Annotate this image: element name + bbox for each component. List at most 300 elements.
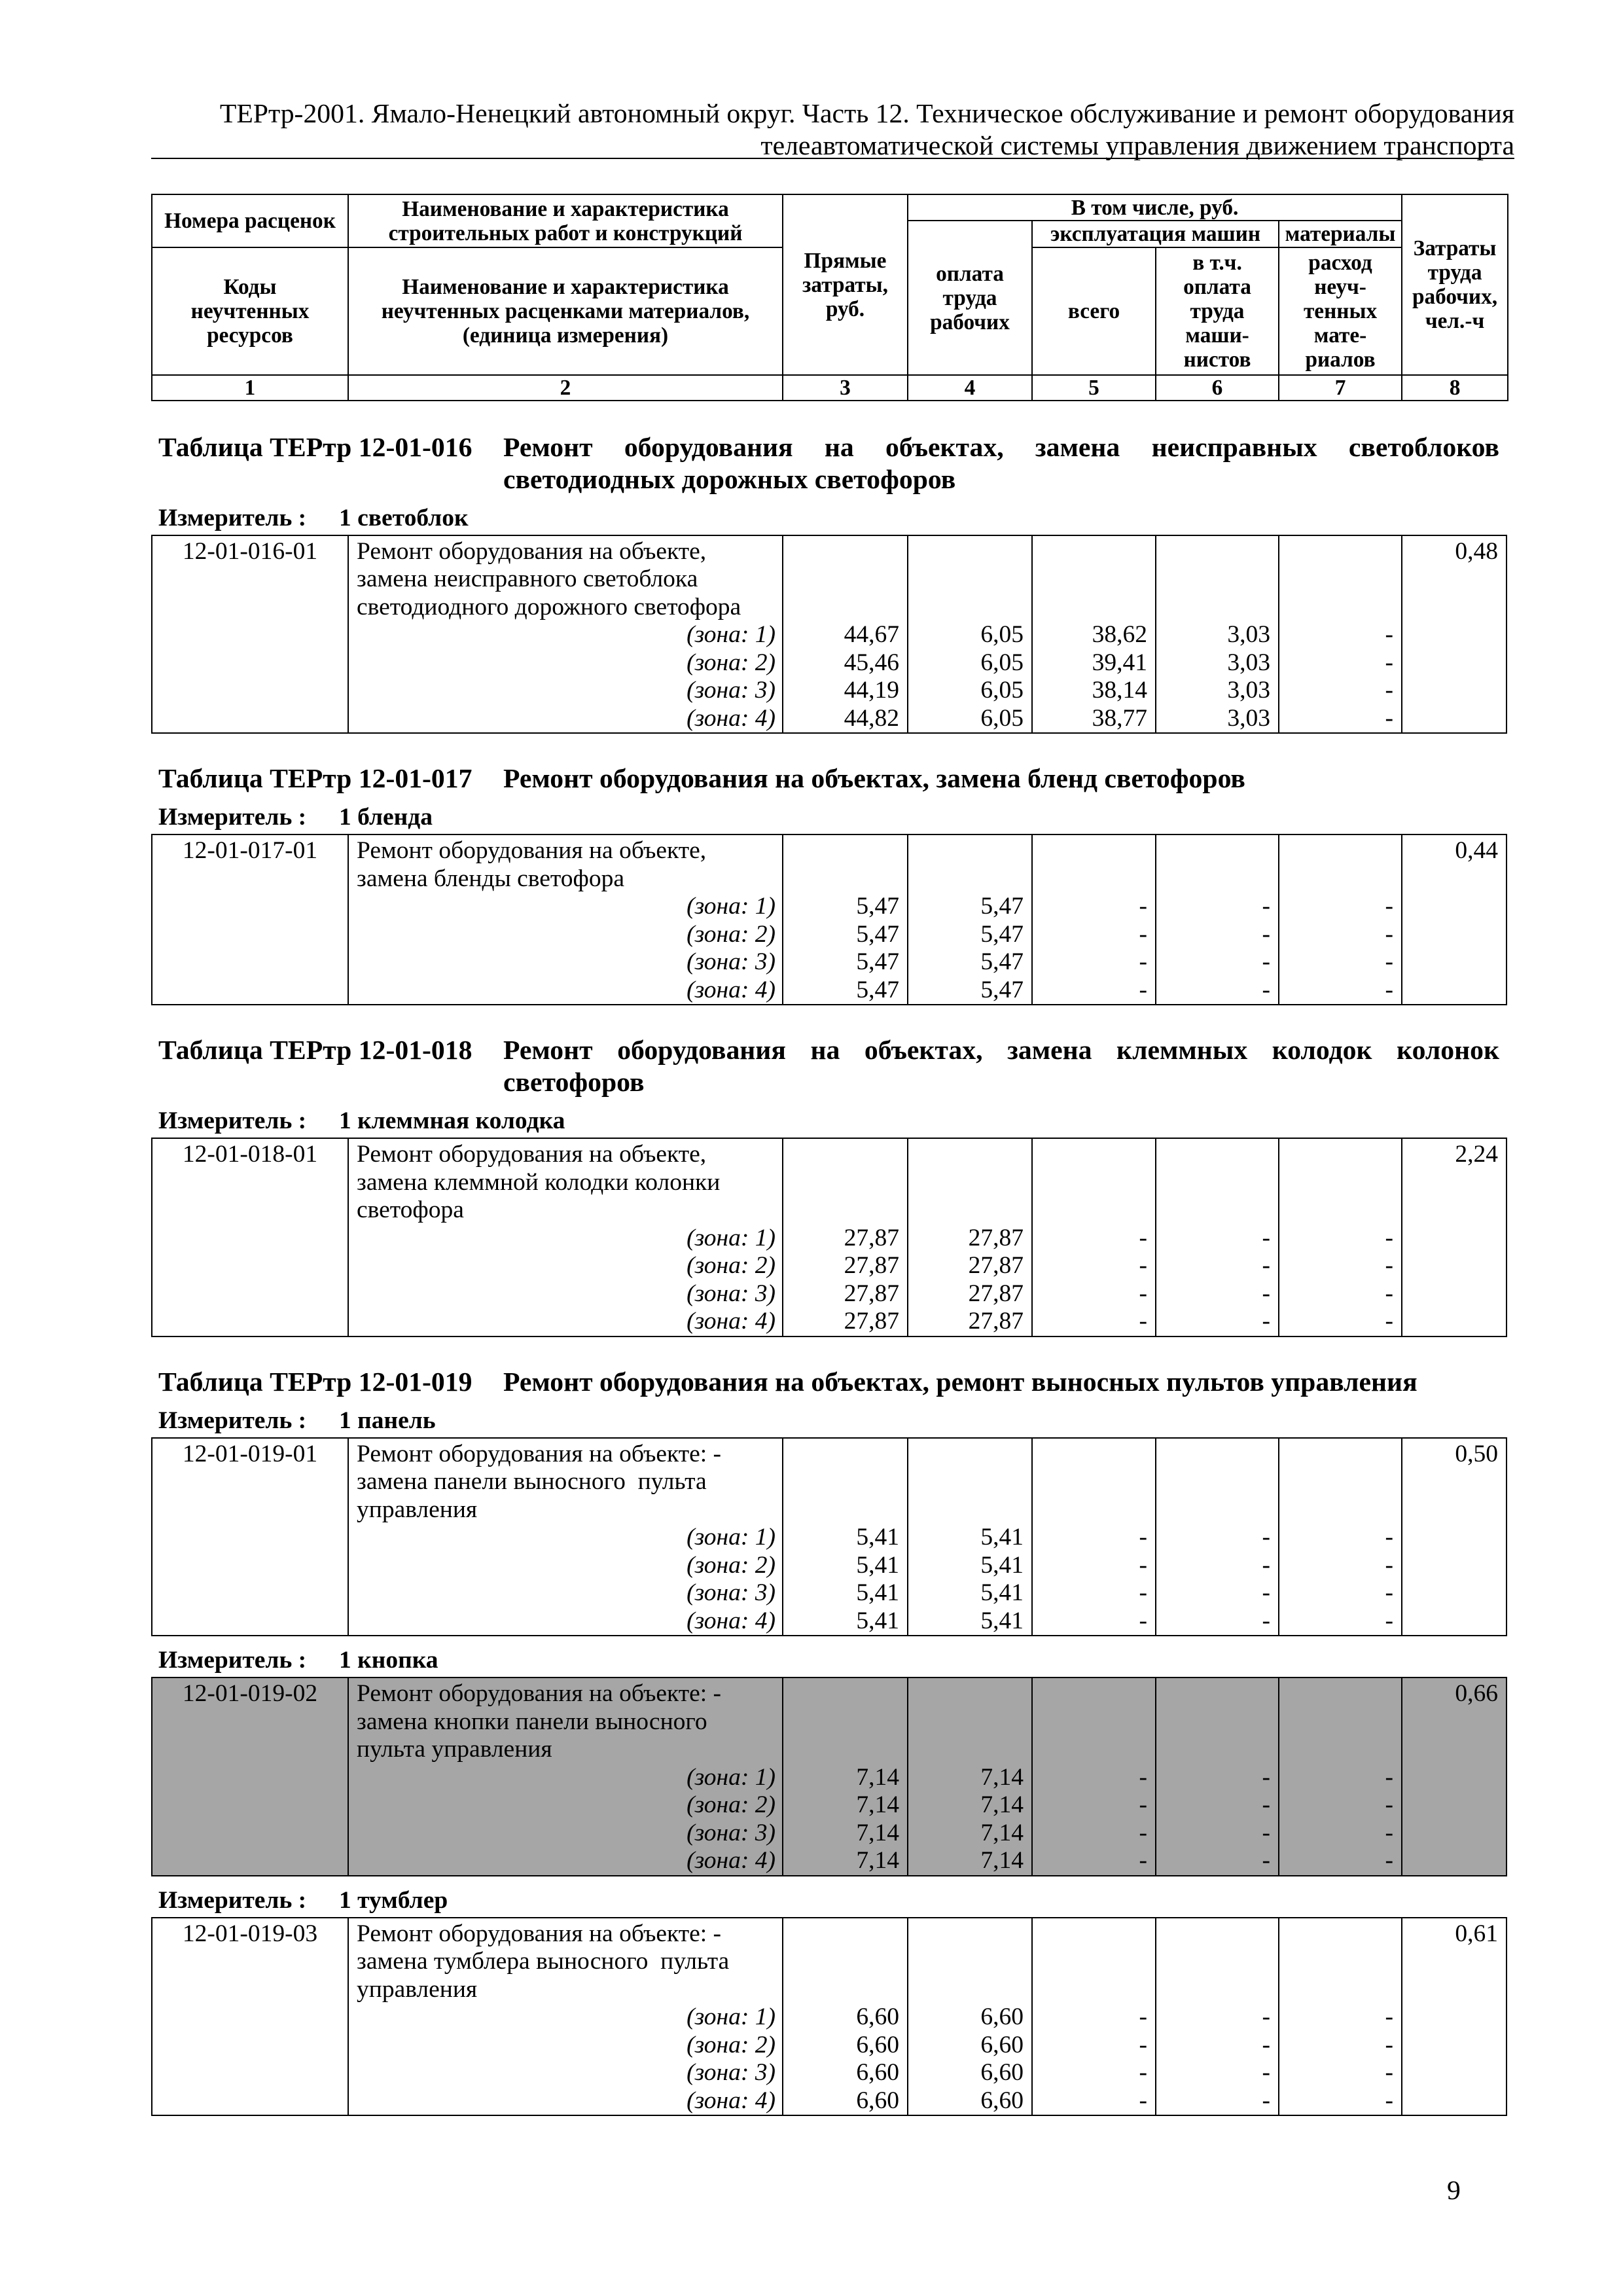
rate-column-1: [151, 1918, 348, 2115]
table-section: [0, 432, 1623, 734]
table-title: [0, 1035, 1623, 1099]
running-header-line: телеавтоматической системы управления движением транспорта: [760, 131, 1514, 161]
operator-wages-value: -: [1262, 1607, 1270, 1634]
table-number-label: Таблица ТЕРтр 12-01-017: [158, 764, 473, 794]
machine-operation-value: -: [1139, 1252, 1147, 1279]
header-line: строительных работ и конструкций: [388, 221, 743, 245]
rate-column-2: [348, 835, 782, 1004]
table-section: [0, 1367, 1623, 2117]
zone-label: (зона: 1): [687, 1224, 776, 1251]
description-spacer: [908, 1441, 1031, 1524]
direct-costs-value: 6,60: [856, 2059, 899, 2086]
materials-value: -: [1385, 621, 1393, 648]
direct-costs-value: 27,87: [844, 1308, 899, 1335]
worker-wages-value: 6,05: [980, 621, 1024, 648]
measurer-row: [0, 1884, 1623, 1917]
table-number-label: Таблица ТЕРтр 12-01-018: [158, 1035, 473, 1066]
materials-value: -: [1385, 2087, 1393, 2114]
worker-wages-value: 5,41: [980, 1579, 1024, 1606]
rate-column-6: [1155, 536, 1278, 733]
rate-description-line: замена панели выносного пульта: [357, 1468, 707, 1495]
rate-description-line: Ремонт оборудования на объекте: -: [357, 1920, 722, 1947]
description-spacer: [1156, 1920, 1278, 2004]
rate-column-8: [1401, 1139, 1507, 1336]
rate-column-5: [1031, 835, 1155, 1004]
measurer-row: [0, 1644, 1623, 1677]
table-title-text: [503, 1035, 1499, 1099]
machine-operation-value: -: [1139, 1607, 1147, 1634]
description-spacer: [1279, 1920, 1401, 2004]
description-spacer: [1033, 538, 1155, 622]
rate-column-8: [1401, 1439, 1507, 1636]
direct-costs-value: 27,87: [844, 1280, 899, 1307]
rate-block: [151, 535, 1507, 734]
measurer-value: 1 бленда: [339, 804, 433, 831]
header-line: риалов: [1305, 348, 1376, 372]
rate-column-7: [1278, 1678, 1401, 1875]
header-line: Наименование и характеристика: [402, 275, 729, 299]
machine-operation-value: -: [1139, 2087, 1147, 2114]
measurer-value: 1 клеммная колодка: [339, 1107, 565, 1134]
measurer-row: [0, 502, 1623, 535]
measurer-label: Измеритель :: [158, 1647, 307, 1674]
materials-value: -: [1385, 1579, 1393, 1606]
measurer-row: [0, 1105, 1623, 1138]
zone-label: (зона: 1): [687, 1763, 776, 1791]
direct-costs-value: 7,14: [856, 1791, 899, 1818]
table-section: [0, 1035, 1623, 1337]
rate-description-line: замена тумблера выносного пульта: [357, 1948, 730, 1975]
worker-wages-value: 6,60: [980, 2087, 1024, 2114]
machine-operation-value: -: [1139, 1819, 1147, 1846]
rate-column-4: [907, 1139, 1031, 1336]
table-title-line: Ремонт оборудования на объектах, замена неисправных светоблоков: [503, 432, 1499, 463]
worker-wages-value: 7,14: [980, 1791, 1024, 1818]
zone-label: (зона: 4): [687, 1308, 776, 1335]
rate-column-1: [151, 835, 348, 1004]
rate-column-7: [1278, 1139, 1401, 1336]
header-line: рабочих: [930, 310, 1010, 334]
operator-wages-value: -: [1262, 1819, 1270, 1846]
machine-operation-value: -: [1139, 1763, 1147, 1791]
running-header-line: ТЕРтр-2001. Ямало-Ненецкий автономный округ. Часть 12. Техническое обслуживание и ремонт оборудования: [219, 99, 1514, 129]
rate-column-1: [151, 1139, 348, 1336]
rate-column-2: [348, 1139, 782, 1336]
machine-operation-value: -: [1139, 1308, 1147, 1335]
column-number: 7: [1279, 375, 1402, 401]
description-spacer: [1033, 1141, 1155, 1225]
worker-wages-value: 6,05: [980, 704, 1024, 732]
rate-column-7: [1278, 536, 1401, 733]
operator-wages-value: -: [1262, 1252, 1270, 1279]
machine-operation-value: -: [1139, 1524, 1147, 1551]
rate-block: [151, 1138, 1507, 1337]
rate-column-2: [348, 536, 782, 733]
header-line: затраты,: [802, 272, 888, 297]
operator-wages-value: -: [1262, 1280, 1270, 1307]
materials-value: -: [1385, 1607, 1393, 1634]
materials-value: -: [1385, 1551, 1393, 1579]
measurer-row: [0, 1405, 1623, 1437]
column-header-table: [151, 194, 1508, 401]
description-spacer: [1279, 538, 1401, 622]
zone-label: (зона: 2): [687, 649, 776, 676]
materials-value: -: [1385, 1252, 1393, 1279]
zone-label: (зона: 2): [687, 920, 776, 948]
rate-column-4: [907, 1678, 1031, 1875]
operator-wages-value: -: [1262, 2031, 1270, 2058]
rate-description-line: Ремонт оборудования на объекте: -: [357, 1680, 722, 1707]
operator-wages-value: -: [1262, 920, 1270, 948]
resource-codes-header: [152, 247, 348, 375]
zone-label: (зона: 1): [687, 893, 776, 920]
direct-costs-value: 7,14: [856, 1847, 899, 1874]
header-line: тенных: [1303, 299, 1378, 323]
direct-costs-value: 7,14: [856, 1763, 899, 1791]
rate-column-5: [1031, 1918, 1155, 2115]
machine-operation-value: -: [1139, 920, 1147, 948]
rate-column-7: [1278, 1918, 1401, 2115]
worker-wages-value: 5,47: [980, 893, 1024, 920]
worker-wages-value: 5,41: [980, 1551, 1024, 1579]
materials-value: -: [1385, 2003, 1393, 2030]
header-line: чел.-ч: [1425, 309, 1485, 333]
rate-column-3: [782, 1678, 907, 1875]
running-header: [220, 98, 1514, 162]
description-spacer: [783, 837, 907, 893]
header-line: (единица измерения): [462, 323, 669, 348]
machine-operation-value: -: [1139, 1551, 1147, 1579]
header-line: Наименование и характеристика: [402, 196, 729, 221]
worker-wages-value: 5,47: [980, 920, 1024, 948]
measurer-label: Измеритель :: [158, 504, 307, 531]
column-number: 2: [348, 375, 783, 401]
materials-value: -: [1385, 1819, 1393, 1846]
machine-operation-value: -: [1139, 2003, 1147, 2030]
table-title: [0, 763, 1623, 795]
zone-label: (зона: 1): [687, 2003, 776, 2030]
operator-wages-value: -: [1262, 1791, 1270, 1818]
labor-costs-value: 0,50: [1455, 1440, 1498, 1467]
rate-block: [151, 834, 1507, 1005]
rate-column-4: [907, 1439, 1031, 1636]
machine-operation-value: -: [1139, 1791, 1147, 1818]
worker-wages-value: 6,60: [980, 2031, 1024, 2058]
rate-column-6: [1155, 1139, 1278, 1336]
operator-wages-value: 3,03: [1227, 704, 1270, 732]
table-number-label: Таблица ТЕРтр 12-01-016: [158, 432, 473, 463]
rate-column-6: [1155, 835, 1278, 1004]
description-spacer: [1156, 1441, 1278, 1524]
table-title-line: светофоров: [503, 1067, 645, 1098]
rate-description-line: Ремонт оборудования на объекте,: [357, 837, 707, 864]
direct-costs-value: 7,14: [856, 1819, 899, 1846]
rate-code: 12-01-017-01: [182, 837, 318, 864]
worker-wages-value: 7,14: [980, 1847, 1024, 1874]
rate-column-4: [907, 1918, 1031, 2115]
description-spacer: [1156, 837, 1278, 893]
direct-costs-value: 5,41: [856, 1607, 899, 1634]
rate-description-line: светодиодного дорожного светофора: [357, 593, 741, 620]
direct-costs-value: 44,19: [844, 677, 899, 704]
rate-column-8: [1401, 1678, 1507, 1875]
machine-operation-value: -: [1139, 1224, 1147, 1251]
rate-column-3: [782, 1439, 907, 1636]
header-line: в т.ч.: [1192, 251, 1242, 275]
table-title-text: [503, 1367, 1499, 1399]
operator-wages-value: -: [1262, 1763, 1270, 1791]
column-number: 1: [152, 375, 348, 401]
rate-numbers-header: Номера расценок: [152, 194, 348, 247]
direct-costs-value: 5,41: [856, 1551, 899, 1579]
materials-value: -: [1385, 1791, 1393, 1818]
description-spacer: [1279, 837, 1401, 893]
header-line: неучтенных расценками материалов,: [381, 299, 750, 323]
rate-column-3: [782, 1918, 907, 2115]
header-line: труда: [942, 285, 997, 310]
rate-column-1: [151, 1439, 348, 1636]
direct-costs-value: 6,60: [856, 2003, 899, 2030]
machine-operation-value: 38,62: [1092, 621, 1147, 648]
worker-wages-value: 5,47: [980, 976, 1024, 1003]
description-spacer: [1156, 538, 1278, 622]
materials-value: -: [1385, 704, 1393, 732]
description-spacer: [908, 837, 1031, 893]
machine-operation-value: -: [1139, 2031, 1147, 2058]
materials-header: материалы: [1279, 221, 1402, 247]
header-line: руб.: [825, 296, 865, 321]
zone-label: (зона: 4): [687, 1607, 776, 1634]
measurer-label: Измеритель :: [158, 1886, 307, 1914]
rate-description-line: светофора: [357, 1196, 464, 1223]
labor-costs-value: 0,44: [1455, 837, 1498, 864]
operator-wages-value: 3,03: [1227, 677, 1270, 704]
description-spacer: [908, 1141, 1031, 1225]
direct-costs-value: 6,60: [856, 2031, 899, 2058]
rate-code: 12-01-019-03: [182, 1920, 318, 1947]
materials-value: -: [1385, 893, 1393, 920]
zone-label: (зона: 2): [687, 2031, 776, 2058]
machine-operation-value: 38,14: [1092, 677, 1147, 704]
rate-column-3: [782, 835, 907, 1004]
rate-column-5: [1031, 536, 1155, 733]
zone-label: (зона: 4): [687, 1847, 776, 1874]
operator-wages-value: -: [1262, 976, 1270, 1003]
rate-description-line: Ремонт оборудования на объекте,: [357, 1141, 707, 1168]
operator-wages-value: -: [1262, 948, 1270, 975]
materials-value: -: [1385, 1763, 1393, 1791]
rate-description-line: замена клеммной колодки колонки: [357, 1168, 721, 1196]
rate-block: [151, 1437, 1507, 1637]
zone-label: (зона: 3): [687, 1280, 776, 1307]
worker-wages-header: [908, 221, 1032, 375]
header-line: Прямые: [804, 248, 887, 273]
table-section: [0, 763, 1623, 1005]
materials-value: -: [1385, 677, 1393, 704]
rate-description-line: Ремонт оборудования на объекте: -: [357, 1440, 722, 1467]
machine-operation-value: -: [1139, 948, 1147, 975]
zone-label: (зона: 3): [687, 677, 776, 704]
operator-wages-value: -: [1262, 1847, 1270, 1874]
column-number: 3: [783, 375, 908, 401]
materials-value: -: [1385, 1524, 1393, 1551]
rate-column-7: [1278, 835, 1401, 1004]
description-spacer: [783, 1441, 907, 1524]
measurer-label: Измеритель :: [158, 1107, 307, 1134]
header-line: неуч-: [1314, 275, 1366, 299]
operator-wages-value: -: [1262, 1308, 1270, 1335]
header-line: Коды: [223, 275, 277, 299]
header-line: расход: [1308, 251, 1372, 275]
rate-column-5: [1031, 1139, 1155, 1336]
zone-label: (зона: 4): [687, 704, 776, 732]
column-number: 4: [908, 375, 1032, 401]
rate-column-8: [1401, 835, 1507, 1004]
zone-label: (зона: 1): [687, 1524, 776, 1551]
zone-label: (зона: 3): [687, 1819, 776, 1846]
description-spacer: [908, 1920, 1031, 2004]
operator-wages-value: 3,03: [1227, 649, 1270, 676]
measurer-value: 1 панель: [339, 1407, 436, 1434]
header-line: нистов: [1183, 348, 1251, 372]
description-spacer: [1156, 1141, 1278, 1225]
description-spacer: [1279, 1441, 1401, 1524]
rate-column-8: [1401, 536, 1507, 733]
rate-column-8: [1401, 1918, 1507, 2115]
materials-value: -: [1385, 1280, 1393, 1307]
machine-operation-value: -: [1139, 1847, 1147, 1874]
operator-wages-value: -: [1262, 2003, 1270, 2030]
rate-code: 12-01-019-01: [182, 1440, 318, 1467]
description-spacer: [783, 1680, 907, 1764]
header-line: рабочих,: [1412, 285, 1498, 309]
description-spacer: [1033, 1920, 1155, 2004]
machine-operation-value: 38,77: [1092, 704, 1147, 732]
rate-description-line: Ремонт оборудования на объекте,: [357, 537, 707, 565]
description-spacer: [783, 538, 907, 622]
description-spacer: [783, 1141, 907, 1225]
direct-costs-value: 5,41: [856, 1524, 899, 1551]
table-title-line: Ремонт оборудования на объектах, замена бленд светофоров: [503, 764, 1245, 794]
unaccounted-materials-header: [1279, 247, 1402, 375]
worker-wages-value: 6,60: [980, 2003, 1024, 2030]
direct-costs-value: 44,82: [844, 704, 899, 732]
rate-description-line: управления: [357, 1975, 478, 2003]
machine-operation-value: -: [1139, 1579, 1147, 1606]
header-line: мате-: [1313, 323, 1367, 348]
table-title-line: Ремонт оборудования на объектах, замена клеммных колодок колонок: [503, 1035, 1499, 1066]
description-spacer: [1279, 1680, 1401, 1764]
description-spacer: [908, 538, 1031, 622]
column-number: 5: [1032, 375, 1156, 401]
table-title-line: светодиодных дорожных светофоров: [503, 464, 956, 495]
materials-value: -: [1385, 1847, 1393, 1874]
rate-column-2: [348, 1678, 782, 1875]
labor-costs-value: 0,61: [1455, 1920, 1498, 1947]
table-title-text: [503, 763, 1499, 795]
rate-column-5: [1031, 1678, 1155, 1875]
worker-wages-value: 27,87: [968, 1280, 1024, 1307]
zone-label: (зона: 3): [687, 2059, 776, 2086]
work-name-header: [348, 194, 783, 247]
labor-costs-value: 2,24: [1455, 1141, 1498, 1168]
header-line: труда: [1427, 260, 1482, 285]
description-spacer: [783, 1920, 907, 2004]
rate-tables-content: [0, 432, 1623, 2117]
direct-costs-value: 5,47: [856, 976, 899, 1003]
direct-costs-value: 27,87: [844, 1224, 899, 1251]
measurer-value: 1 светоблок: [339, 504, 469, 531]
rate-description-line: замена бленды светофора: [357, 865, 625, 892]
worker-wages-value: 6,60: [980, 2059, 1024, 2086]
labor-costs-value: 0,66: [1455, 1680, 1498, 1707]
rate-code: 12-01-016-01: [182, 537, 318, 565]
materials-value: -: [1385, 649, 1393, 676]
measurer-label: Измеритель :: [158, 804, 307, 831]
zone-label: (зона: 1): [687, 621, 776, 648]
machine-operation-value: -: [1139, 1280, 1147, 1307]
worker-wages-value: 6,05: [980, 677, 1024, 704]
table-title: [0, 1367, 1623, 1399]
zone-label: (зона: 3): [687, 948, 776, 975]
rate-description-line: пульта управления: [357, 1736, 552, 1763]
table-title: [0, 432, 1623, 496]
rate-description-line: управления: [357, 1496, 478, 1523]
rate-description-line: замена неисправного светоблока: [357, 565, 698, 592]
including-header: В том числе, руб.: [908, 194, 1402, 221]
operator-wages-header: [1156, 247, 1279, 375]
rate-column-2: [348, 1918, 782, 2115]
description-spacer: [1156, 1680, 1278, 1764]
direct-costs-value: 45,46: [844, 649, 899, 676]
direct-costs-value: 44,67: [844, 621, 899, 648]
header-line: ресурсов: [207, 323, 293, 348]
rate-code: 12-01-019-02: [182, 1680, 318, 1707]
header-line: труда: [1190, 299, 1245, 323]
description-spacer: [1033, 1441, 1155, 1524]
rate-column-1: [151, 1678, 348, 1875]
zone-label: (зона: 2): [687, 1791, 776, 1818]
machine-operation-value: -: [1139, 2059, 1147, 2086]
rate-column-6: [1155, 1678, 1278, 1875]
materials-name-header: [348, 247, 783, 375]
materials-value: -: [1385, 1224, 1393, 1251]
rate-block: [151, 1917, 1507, 2117]
rate-column-4: [907, 536, 1031, 733]
header-line: Затраты: [1413, 236, 1497, 260]
machine-operation-header: эксплуатация машин: [1032, 221, 1279, 247]
header-line: маши-: [1185, 323, 1249, 348]
header-line: оплата: [936, 261, 1004, 286]
rate-column-4: [907, 835, 1031, 1004]
rate-block: [151, 1677, 1507, 1876]
rate-column-7: [1278, 1439, 1401, 1636]
machine-operation-value: -: [1139, 976, 1147, 1003]
rate-column-2: [348, 1439, 782, 1636]
worker-wages-value: 5,41: [980, 1607, 1024, 1634]
materials-value: -: [1385, 948, 1393, 975]
zone-label: (зона: 3): [687, 1579, 776, 1606]
machines-total-header: всего: [1032, 247, 1156, 375]
labor-costs-value: 0,48: [1455, 537, 1498, 565]
table-number-label: Таблица ТЕРтр 12-01-019: [158, 1367, 473, 1397]
zone-label: (зона: 4): [687, 2087, 776, 2114]
direct-costs-value: 27,87: [844, 1252, 899, 1279]
header-divider: [151, 158, 1514, 159]
operator-wages-value: -: [1262, 2059, 1270, 2086]
operator-wages-value: -: [1262, 1224, 1270, 1251]
worker-wages-value: 27,87: [968, 1252, 1024, 1279]
